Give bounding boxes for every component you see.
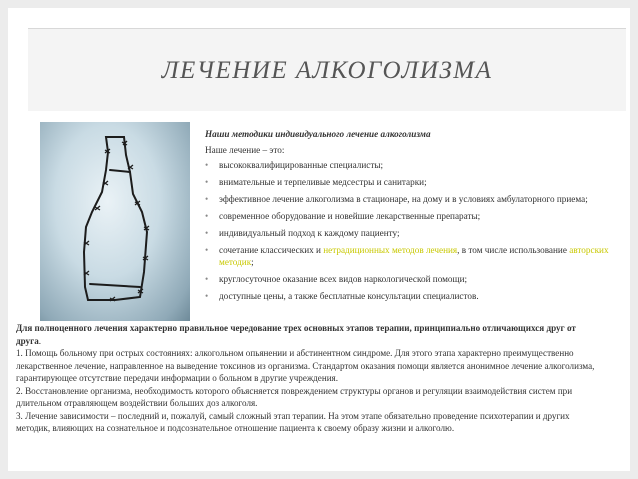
methods-intro: Наше лечение – это: xyxy=(205,145,285,155)
bullet-icon: • xyxy=(205,245,209,255)
link-nontraditional-methods[interactable]: нетрадиционных методов лечения xyxy=(323,245,458,255)
methods-list xyxy=(205,159,615,302)
bullet-icon: • xyxy=(205,228,209,238)
methods-block xyxy=(205,128,615,307)
bullet-icon: • xyxy=(205,194,209,204)
link-author-methods[interactable]: авторских методик xyxy=(219,245,609,267)
slide xyxy=(8,8,630,471)
page-title: ЛЕЧЕНИЕ АЛКОГОЛИЗМА xyxy=(161,57,493,84)
list-item: • круглосуточное оказание всех видов наркологической помощи; xyxy=(205,274,468,284)
list-item: • высококвалифицированные специалисты; xyxy=(205,160,384,170)
bullet-icon: • xyxy=(205,177,209,187)
stage-3: 3. Лечение зависимости – последний и, пожалуй, самый сложный этап терапии. На этом этапе обязательно проведение психотерапии и других методик, влияющих на сознательное и подсознательное отношение пациента к своему образу жизни и алкоголю. xyxy=(16,410,570,433)
methods-heading: Наши методики индивидуального лечение алкоголизма xyxy=(205,129,431,139)
therapy-stages-text xyxy=(16,322,601,435)
list-item: • сочетание классических и нетрадиционных методов лечения, в том числе использование авторских методик; xyxy=(205,245,609,267)
stage-1: 1. Помощь больному при острых состояниях: алкогольном опьянении и абстинентном синдроме. Для этого этапа характерно преимущественно лекарственное лечение, направленное на выведение токсинов из организма. Стандартом оказания помощи является анонимное лечение алкоголизма, гарантирующее отсутствие передачи информации о больном в другие учреждения. xyxy=(16,348,595,383)
title-box xyxy=(28,28,626,111)
list-item: • индивидуальный подход к каждому пациенту; xyxy=(205,228,400,238)
bullet-icon: • xyxy=(205,211,209,221)
list-item: • доступные цены, а также бесплатные консультации специалистов. xyxy=(205,291,479,301)
list-item: • внимательные и терпеливые медсестры и санитарки; xyxy=(205,177,427,187)
bottle-image xyxy=(40,122,190,321)
stage-2: 2. Восстановление организма, необходимость которого объясняется повреждением структуры органов и регуляции взаимодействия систем при длительном отравляющем воздействии больших доз алкоголя. xyxy=(16,385,573,408)
bullet-icon: • xyxy=(205,160,209,170)
barbed-wire-bottle-icon xyxy=(40,122,190,321)
list-item: • современное оборудование и новейшие лекарственные препараты; xyxy=(205,211,481,221)
stages-intro: Для полноценного лечения характерно правильное чередование трех основных этапов терапии, принципиально отличающихся друг от друга. xyxy=(16,323,576,346)
bullet-icon: • xyxy=(205,274,209,284)
bullet-icon: • xyxy=(205,291,209,301)
list-item: • эффективное лечение алкоголизма в стационаре, на дому и в условиях амбулаторного приема; xyxy=(205,194,588,204)
